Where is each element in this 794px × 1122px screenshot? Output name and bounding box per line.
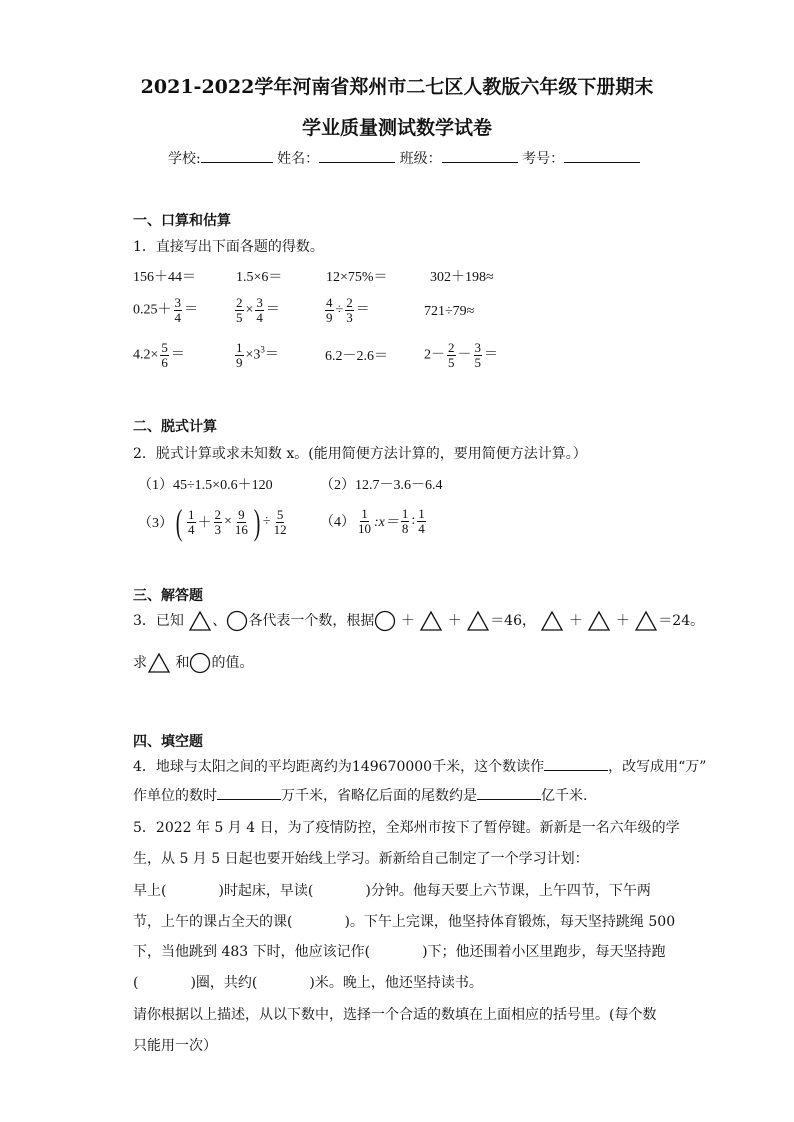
q1-item-5 (133, 296, 198, 324)
q1-item-2: 1.5×6＝ (236, 270, 283, 285)
section-heading-4: 四、填空题 (133, 734, 203, 750)
q5-text: )分钟。他每天要上六节课，上午四节，下午两 (365, 883, 651, 899)
exponent: 3 (260, 344, 265, 355)
question-4-line-2 (133, 785, 587, 805)
denominator: 3 (214, 521, 221, 537)
q4-text: ，改写成用“万” (608, 759, 707, 775)
denominator: 12 (273, 521, 287, 537)
expr-part: 4.2× (133, 347, 159, 363)
expr-part: ＝ (484, 347, 498, 363)
fraction (474, 341, 483, 369)
fraction (417, 507, 426, 535)
q5-text: 下，当他跳到 483 下时，他应该记作( (133, 944, 371, 960)
question-1-text: 1．直接写出下面各题的得数。 (133, 239, 324, 255)
answer-blank[interactable] (217, 785, 281, 800)
q5-text: )。下午上完课，他坚持体育锻炼，每天坚持跳绳 500 (344, 914, 676, 930)
q3-text: 和 (175, 655, 190, 671)
part-label: （1） (138, 478, 173, 493)
q5-text: )圈，共约( (190, 975, 258, 991)
operator: ＋ (197, 516, 212, 531)
question-5-line-3 (133, 880, 651, 900)
denominator: 16 (234, 521, 248, 537)
q1-item-1: 156＋44＝ (133, 270, 196, 285)
numerator: 1 (188, 506, 195, 522)
expr-part: 0.25＋ (133, 302, 172, 318)
triangle-icon (540, 610, 564, 632)
fraction (235, 341, 244, 369)
fraction (357, 507, 372, 535)
question-3-line-1 (133, 609, 704, 633)
fraction (325, 296, 334, 324)
expr-part: ×3 (245, 347, 261, 363)
q3-text: 、 (212, 613, 227, 629)
question-5-line-1: 5．2022 年 5 月 4 日，为了疫情防控，全郑州市按下了暂停键。新新是一名六年级的学 (133, 820, 680, 836)
q1-item-3: 12×75%＝ (326, 270, 388, 285)
denominator: 4 (418, 520, 425, 536)
fraction (447, 341, 456, 369)
numerator: 2 (346, 295, 353, 310)
q3-text: 的值。 (211, 655, 254, 671)
operator: × (224, 514, 232, 529)
section-heading-1: 一、口算和估算 (133, 213, 231, 229)
class-field[interactable] (442, 148, 518, 163)
fraction (187, 508, 196, 536)
q1-item-9 (133, 341, 185, 369)
answer-blank[interactable] (477, 785, 541, 800)
triangle-icon (587, 610, 611, 632)
denominator: 6 (161, 354, 168, 370)
operator: － (457, 347, 472, 363)
question-5-line-7: 请你根据以上描述，从以下数中，选择一个合适的数填在上面相应的括号里。(每个数 (133, 1007, 657, 1023)
expr-part: :x＝ (374, 515, 399, 531)
fraction (345, 296, 354, 324)
denominator: 5 (474, 354, 481, 370)
part-label: （2） (320, 478, 355, 493)
fraction (255, 296, 264, 324)
numerator: 1 (418, 506, 425, 521)
expr-part: ＝ (355, 302, 370, 318)
denominator: 4 (174, 309, 181, 325)
denominator: 4 (256, 309, 263, 325)
denominator: 5 (236, 309, 243, 325)
q5-text: ( (133, 975, 139, 991)
q3-text: 各代表一个数，根据 (248, 613, 375, 629)
question-5-line-6 (133, 972, 483, 992)
question-3-line-2 (133, 651, 253, 675)
exam-number-field[interactable] (564, 148, 640, 163)
question-5-line-8: 只能用一次） (133, 1038, 217, 1054)
q4-text: 4．地球与太阳之间的平均距离约为149670000千米，这个数读作 (133, 759, 545, 775)
q4-text: 亿千米. (541, 788, 588, 804)
expression: 12.7－3.6－6.4 (355, 478, 443, 493)
q3-text: 求 (133, 655, 147, 671)
q5-text: 节，上午的课占全天的课( (133, 914, 293, 930)
name-label: 姓名： (277, 151, 320, 167)
numerator: 9 (238, 506, 245, 522)
q5-text: 早上( (133, 883, 167, 899)
question-2-text: 2．脱式计算或求未知数 x。(能用简便方法计算的，要用简便方法计算。） (133, 446, 587, 462)
q1-item-10 (233, 341, 279, 369)
section-heading-2: 二、脱式计算 (133, 419, 217, 435)
q5-text: )米。晚上，他还坚持读书。 (309, 975, 483, 991)
q1-item-12 (424, 341, 498, 369)
fraction (160, 341, 169, 369)
numerator: 3 (256, 295, 263, 310)
fraction (174, 296, 183, 324)
name-field[interactable] (319, 148, 395, 163)
numerator: 2 (236, 295, 243, 310)
numerator: 5 (161, 340, 168, 355)
page-title-line1: 2021-2022学年河南省郑州市二七区人教版六年级下册期末 (140, 76, 654, 98)
fraction (401, 507, 410, 535)
school-label: 学校: (168, 151, 201, 167)
q5-text: )时起床，早读( (218, 883, 314, 899)
numerator: 3 (174, 295, 181, 310)
triangle-icon (419, 610, 443, 632)
triangle-icon (188, 610, 212, 632)
numerator: 2 (214, 506, 221, 522)
part-label: （4） (320, 515, 355, 531)
operator: ÷ (262, 514, 271, 529)
page-title-line2: 学业质量测试数学试卷 (301, 117, 492, 139)
circle-icon (226, 610, 248, 632)
q3-text: ＝24。 (658, 613, 705, 629)
expr-part: ＝ (265, 302, 280, 318)
question-4-line-1 (133, 756, 706, 776)
denominator: 8 (401, 520, 409, 536)
operator: : (411, 513, 416, 529)
denominator: 4 (188, 521, 195, 537)
fraction (234, 508, 249, 536)
student-info-row (168, 148, 640, 168)
plus-sign: ＋ (447, 613, 462, 629)
question-5-line-2: 生，从 5 月 5 日起也要开始线上学习。新新给自己制定了一个学习计划： (133, 851, 589, 867)
numerator: 1 (236, 340, 243, 355)
fraction (214, 508, 223, 536)
fraction (273, 508, 288, 536)
denominator: 10 (358, 520, 371, 536)
q2-part-4 (320, 507, 428, 535)
plus-sign: ＋ (615, 613, 630, 629)
right-paren: ) (253, 502, 261, 542)
left-paren: ( (175, 502, 183, 542)
fraction (235, 296, 244, 324)
exam-number-label: 考号： (522, 151, 565, 167)
denominator: 3 (346, 309, 353, 325)
q1-item-4: 302＋198≈ (430, 270, 494, 285)
q3-text: 3．已知 (133, 613, 184, 629)
expr-part: ＝ (184, 302, 198, 318)
q2-part-1 (138, 474, 273, 494)
denominator: 5 (448, 354, 455, 370)
triangle-icon (466, 610, 490, 632)
triangle-icon (147, 652, 171, 674)
numerator: 3 (474, 340, 481, 355)
denominator: 9 (326, 309, 333, 325)
section-heading-3: 三、解答题 (133, 588, 203, 604)
numerator: 5 (276, 506, 284, 522)
q1-item-8: 721÷79≈ (424, 304, 475, 319)
operator: ÷ (335, 302, 344, 318)
triangle-icon (634, 610, 658, 632)
expr-part: ＝ (264, 347, 279, 363)
expr-part: 2－ (424, 347, 445, 363)
plus-sign: ＋ (568, 613, 583, 629)
q2-part-3 (138, 502, 290, 542)
expr-part: ＝ (170, 347, 185, 363)
q3-text: ＝46， (490, 613, 537, 629)
answer-blank[interactable] (544, 756, 608, 771)
numerator: 1 (401, 506, 409, 521)
q1-item-6 (233, 296, 280, 324)
numerator: 2 (448, 340, 455, 355)
operator: × (245, 302, 254, 318)
numerator: 4 (326, 295, 333, 310)
class-label: 班级： (399, 151, 442, 167)
q5-text: )下；他还围着小区里跑步，每天坚持跑 (422, 944, 666, 960)
numerator: 1 (361, 506, 368, 521)
q1-item-11: 6.2－2.6＝ (325, 349, 388, 364)
q4-text: 万千米，省略亿后面的尾数约是 (281, 788, 477, 804)
q4-text: 作单位的数时 (133, 788, 217, 804)
expression: 45÷1.5×0.6＋120 (173, 478, 273, 493)
circle-icon (374, 610, 396, 632)
part-label: （3） (138, 516, 173, 531)
circle-icon (189, 652, 211, 674)
school-field[interactable] (201, 148, 273, 163)
q2-part-2 (320, 474, 443, 494)
q1-item-7 (323, 296, 370, 324)
denominator: 9 (236, 354, 243, 370)
question-5-line-5 (133, 941, 666, 961)
plus-sign: ＋ (400, 613, 415, 629)
question-5-line-4 (133, 911, 675, 931)
